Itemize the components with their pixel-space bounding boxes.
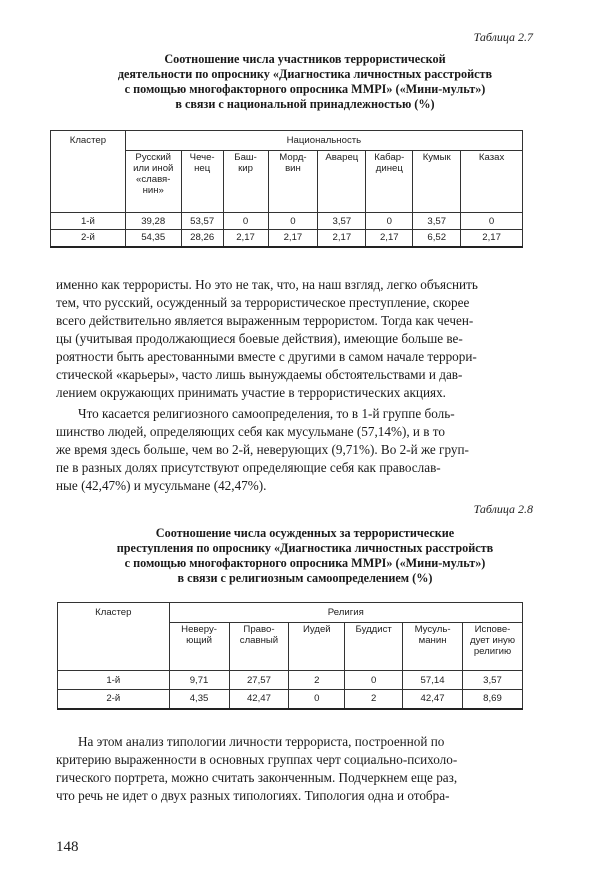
value-cell: 39,28 — [125, 213, 181, 230]
table-row — [51, 213, 523, 230]
value-cell: 2,17 — [223, 230, 268, 247]
body-paragraph-1 — [56, 276, 524, 402]
cluster-cell: 2-й — [51, 230, 126, 247]
column-header-line: Право- — [243, 624, 275, 635]
value-cell: 53,57 — [181, 213, 223, 230]
column-header-avar — [318, 151, 366, 213]
table-row — [58, 671, 523, 690]
column-header-kumyk — [413, 151, 461, 213]
header-row — [51, 131, 523, 151]
table-2-8-label: Таблица 2.8 — [473, 502, 533, 516]
column-header-line: вин — [285, 163, 301, 174]
column-header-line: манин — [418, 635, 447, 646]
column-header-nonbeliever — [169, 623, 229, 671]
header-nationality: Национальность — [125, 131, 522, 151]
value-cell: 0 — [345, 671, 403, 690]
value-cell: 4,35 — [169, 690, 229, 709]
column-header-line: Буддист — [355, 624, 392, 635]
text-line: тем, что русский, осужденный за террористическое преступление, скорее — [56, 295, 470, 310]
column-header-chechen — [181, 151, 223, 213]
text-line: лением окружающих принимать участие в террористических акциях. — [56, 385, 446, 400]
value-cell: 2,17 — [366, 230, 413, 247]
column-header-line: Казах — [478, 152, 505, 163]
column-header-line: Кабар- — [374, 152, 405, 163]
table-2-7-label: Таблица 2.7 — [473, 30, 533, 44]
value-cell: 2,17 — [268, 230, 318, 247]
value-cell: 0 — [366, 213, 413, 230]
column-header-line: Морд- — [279, 152, 307, 163]
value-cell: 0 — [268, 213, 318, 230]
column-header-line: Аварец — [325, 152, 359, 163]
column-header-line: нец — [194, 163, 211, 174]
column-header-bashkir — [223, 151, 268, 213]
body-paragraph-2 — [56, 405, 524, 495]
text-line: же время здесь больше, чем во 2-й, неверующих (9,71%). Во 2-й же груп- — [56, 442, 469, 457]
text-line: Что касается религиозного самоопределения, то в 1-й группе боль- — [78, 406, 455, 421]
cluster-cell: 2-й — [58, 690, 170, 709]
text-line: стической «карьеры», часто лишь вынуждаемы обстоятельствами и дав- — [56, 367, 463, 382]
value-cell: 3,57 — [413, 213, 461, 230]
text-line: роятности быть арестованными вместе с другими в самом начале террори- — [56, 349, 477, 364]
value-cell: 2 — [345, 690, 403, 709]
title-line: деятельности по опроснику «Диагностика личностных расстройств — [117, 67, 493, 81]
title-line: в связи с религиозным самоопределением (%) — [177, 571, 433, 585]
column-header-line: славный — [239, 635, 279, 646]
column-header-line: дует иную — [470, 635, 516, 646]
column-header-mordvin — [268, 151, 318, 213]
text-line: что речь не идет о двух разных типологиях. Типология одна и отобра- — [56, 788, 450, 803]
value-cell: 42,47 — [403, 690, 463, 709]
column-header-jewish — [289, 623, 345, 671]
column-header-kazakh — [461, 151, 523, 213]
column-header-other-religion — [463, 623, 523, 671]
value-cell: 0 — [461, 213, 523, 230]
column-header-line: религию — [473, 646, 512, 657]
value-cell: 27,57 — [229, 671, 289, 690]
value-cell: 54,35 — [125, 230, 181, 247]
column-header-line: Чече- — [189, 152, 215, 163]
table-2-8 — [57, 602, 523, 710]
column-header-orthodox — [229, 623, 289, 671]
value-cell: 9,71 — [169, 671, 229, 690]
column-header-russian — [125, 151, 181, 213]
column-header-line: Иудей — [303, 624, 331, 635]
table-2-7-title — [40, 52, 570, 112]
header-row — [58, 603, 523, 623]
column-header-line: или иной — [133, 163, 174, 174]
column-header-line: Баш- — [234, 152, 257, 163]
table-row — [51, 230, 523, 247]
value-cell: 57,14 — [403, 671, 463, 690]
header-religion: Религия — [169, 603, 522, 623]
text-line: На этом анализ типологии личности террориста, построенной по — [78, 734, 445, 749]
column-header-line: динец — [375, 163, 403, 174]
column-header-line: «славя- — [136, 174, 171, 185]
page-number: 148 — [56, 839, 79, 855]
value-cell: 0 — [223, 213, 268, 230]
column-header-kabardian — [366, 151, 413, 213]
header-cluster: Кластер — [58, 603, 170, 671]
text-line: гического портрета, можно считать законченным. Подчеркнем еще раз, — [56, 770, 458, 785]
column-header-muslim — [403, 623, 463, 671]
table-2-7 — [50, 130, 523, 248]
title-line: с помощью многофакторного опросника MMPI» («Мини-мульт») — [124, 82, 486, 96]
table-row — [58, 690, 523, 709]
text-line: всего действительно является выраженным террористом. Тогда как чечен- — [56, 313, 474, 328]
value-cell: 28,26 — [181, 230, 223, 247]
title-line: преступления по опроснику «Диагностика личностных расстройств — [116, 541, 494, 555]
value-cell: 42,47 — [229, 690, 289, 709]
value-cell: 8,69 — [463, 690, 523, 709]
column-header-line: Кумык — [422, 152, 451, 163]
text-line: цы (учитывая продолжающиеся боевые действия), имеющие больше ве- — [56, 331, 463, 346]
title-line: Соотношение числа участников террористической — [164, 52, 446, 66]
text-line: именно как террористы. Но это не так, что, на наш взгляд, легко объяснить — [56, 277, 478, 292]
table-2-8-title — [40, 526, 570, 586]
value-cell: 2,17 — [461, 230, 523, 247]
column-header-line: Русский — [135, 152, 172, 163]
text-line: критерию выраженности в основных группах черт социально-психоло- — [56, 752, 458, 767]
value-cell: 3,57 — [463, 671, 523, 690]
column-header-line: Неверу- — [181, 624, 217, 635]
value-cell: 2,17 — [318, 230, 366, 247]
column-header-line: нин» — [142, 185, 164, 196]
column-header-buddhist — [345, 623, 403, 671]
header-cluster: Кластер — [51, 131, 126, 213]
value-cell: 0 — [289, 690, 345, 709]
text-line: пе в разных долях присутствуют определяющие себя как православ- — [56, 460, 441, 475]
text-line: шинство людей, определяющих себя как мусульмане (57,14%), и в то — [56, 424, 445, 439]
column-header-line: Испове- — [474, 624, 511, 635]
column-header-line: ющий — [186, 635, 212, 646]
title-line: в связи с национальной принадлежностью (%) — [175, 97, 435, 111]
title-line: с помощью многофакторного опросника MMPI» («Мини-мульт») — [124, 556, 486, 570]
column-header-line: кир — [238, 163, 253, 174]
title-line: Соотношение числа осужденных за террористические — [155, 526, 455, 540]
body-paragraph-3 — [56, 733, 524, 805]
value-cell: 6,52 — [413, 230, 461, 247]
cluster-cell: 1-й — [51, 213, 126, 230]
text-line: ные (42,47%) и мусульмане (42,47%). — [56, 478, 267, 493]
column-header-line: Мусуль- — [414, 624, 451, 635]
value-cell: 2 — [289, 671, 345, 690]
value-cell: 3,57 — [318, 213, 366, 230]
cluster-cell: 1-й — [58, 671, 170, 690]
